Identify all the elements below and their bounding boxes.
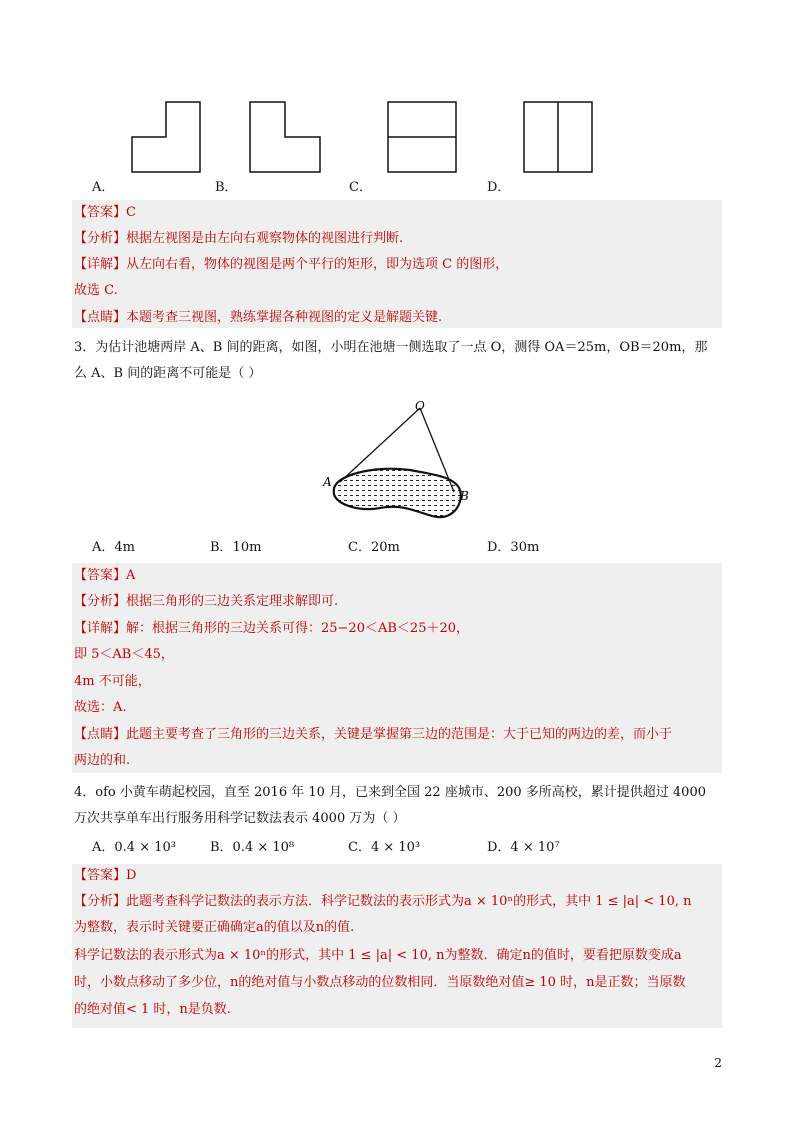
option-d-label: D． [487, 180, 511, 195]
q4-stem-line2: 万次共享单车出行服务用科学记数法表示 4000 万为（ ） [74, 811, 406, 826]
q4-option-b: B．0.4 × 10⁸ [210, 840, 295, 855]
q4-analysis4: 时，小数点移动了多少位，n的绝对值与小数点移动的位数相同．当原数绝对值≥ 10 时，n是正数；当原数 [74, 975, 686, 990]
label-o: O [415, 399, 425, 413]
q4-analysis3: 科学记数法的表示形式为a × 10ⁿ的形式，其中 1 ≤ |a| < 10, n为整数．确定n的值时，要看把原数变成a [74, 948, 682, 963]
q4-answer: 【答案】D [74, 868, 137, 883]
label-a: A [323, 475, 332, 489]
q3-option-b: B．10m [210, 540, 262, 555]
q3-stem-line2: 么 A、B 间的距离不可能是（ ） [74, 366, 262, 381]
q3-option-d: D．30m [487, 540, 540, 555]
option-a-label: A． [92, 180, 115, 195]
option-c-label: C． [349, 180, 372, 195]
q3-comment2: 两边的和. [74, 753, 131, 768]
q2-answer: 【答案】C [74, 205, 136, 220]
q4-analysis1: 【分析】此题考查科学记数法的表示方法．科学记数法的表示形式为a × 10ⁿ的形式，其中 1 ≤ |a| < 10, n [74, 894, 692, 909]
pond-figure [320, 398, 480, 532]
q3-detail3: 4m 不可能， [74, 674, 151, 689]
q3-option-c: C．20m [348, 540, 400, 555]
option-b-label: B． [215, 180, 238, 195]
q4-analysis2: 为整数，表示时关键要正确确定a的值以及n的值. [74, 920, 355, 935]
q3-comment1: 【点睛】此题主要考查了三角形的三边关系，关键是掌握第三边的范围是：大于已知的两边的差，而小于 [74, 727, 673, 742]
q3-answer: 【答案】A [74, 568, 136, 583]
option-d-figure [522, 100, 594, 174]
q2-comment: 【点睛】本题考查三视图，熟练掌握各种视图的定义是解题关键. [74, 310, 443, 325]
q2-detail: 【详解】从左向右看，物体的视图是两个平行的矩形，即为选项 C 的图形， [74, 257, 509, 272]
q3-detail2: 即 5＜AB＜45， [74, 647, 174, 662]
q4-analysis5: 的绝对值< 1 时，n是负数. [74, 1002, 231, 1017]
q2-analysis: 【分析】根据左视图是由左向右观察物体的视图进行判断. [74, 231, 404, 246]
option-b-figure [248, 100, 322, 174]
page-number: 2 [714, 1056, 722, 1070]
q4-option-a: A．0.4 × 10³ [92, 840, 176, 855]
q4-option-c: C．4 × 10³ [348, 840, 421, 855]
q3-stem-line1: 3．为估计池塘两岸 A、B 间的距离，如图，小明在池塘一侧选取了一点 O，测得 OA＝25m，OB＝20m，那 [74, 340, 708, 355]
q4-stem-line1: 4．ofo 小黄车萌起校园，直至 2016 年 10 月，已来到全国 22 座城市、200 多所高校，累计提供超过 4000 [74, 785, 706, 800]
q3-conclusion: 故选：A. [74, 700, 127, 715]
option-c-figure [386, 100, 458, 174]
q4-option-d: D．4 × 10⁷ [487, 840, 560, 855]
q3-option-a: A．4m [92, 540, 135, 555]
q3-detail: 【详解】解：根据三角形的三边关系可得：25−20＜AB＜25＋20， [74, 621, 470, 636]
option-a-figure [130, 100, 202, 174]
q3-analysis: 【分析】根据三角形的三边关系定理求解即可. [74, 594, 339, 609]
q2-conclusion: 故选 C. [74, 283, 118, 298]
label-b: B [460, 489, 469, 503]
